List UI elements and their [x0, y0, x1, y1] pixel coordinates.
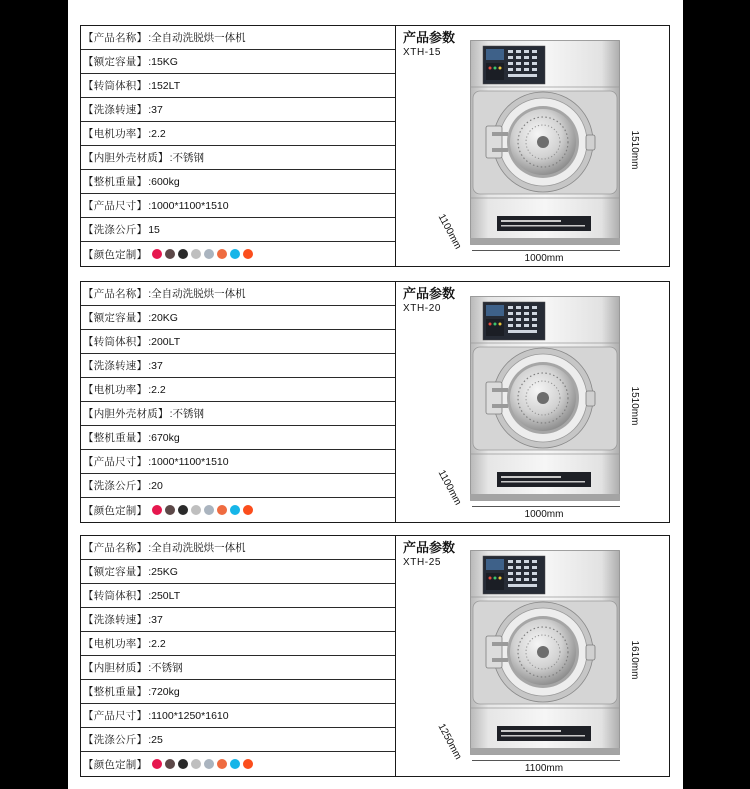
spec-row — [81, 450, 395, 474]
spec-value: :25 — [148, 733, 163, 746]
spec-label: 【产品名称】 — [83, 32, 148, 44]
color-label: 【颜色定制】 — [83, 504, 148, 517]
spec-table — [81, 26, 396, 266]
spec-row — [81, 170, 395, 194]
spec-value: :152LT — [148, 79, 181, 92]
spec-row — [81, 608, 395, 632]
spec-row — [81, 98, 395, 122]
spec-label: 【额定容量】 — [83, 566, 148, 578]
washer-machine-image — [470, 40, 620, 245]
washer-machine-image — [470, 550, 620, 755]
spec-label: 【整机重量】 — [83, 686, 148, 698]
washer-machine-image — [470, 296, 620, 501]
spec-value: :不锈钢 — [148, 662, 183, 674]
spec-label: 【洗涤公斤】 — [83, 224, 148, 236]
spec-row — [81, 282, 395, 306]
color-swatch — [230, 249, 240, 259]
spec-label: 【产品尺寸】 — [83, 200, 148, 212]
spec-table — [81, 282, 396, 522]
spec-label: 【电机功率】 — [83, 638, 148, 650]
spec-row — [81, 426, 395, 450]
color-swatch — [152, 249, 162, 259]
spec-label: 【产品名称】 — [83, 288, 148, 300]
spec-label: 【洗涤公斤】 — [83, 480, 148, 492]
product-panel-xth-25 — [80, 535, 670, 777]
color-swatch — [230, 759, 240, 769]
width-dimension-line — [472, 506, 620, 507]
spec-label: 【转筒体积】 — [83, 80, 148, 92]
spec-label: 【电机功率】 — [83, 384, 148, 396]
spec-value: :37 — [148, 359, 163, 372]
spec-value: :670kg — [148, 431, 180, 444]
spec-value: :全自动洗脱烘一体机 — [148, 32, 246, 44]
color-swatch — [204, 505, 214, 515]
spec-value: :600kg — [148, 175, 180, 188]
depth-dimension: 1100mm — [435, 468, 464, 508]
spec-value: :1100*1250*1610 — [148, 709, 229, 722]
depth-dimension: 1100mm — [435, 212, 464, 252]
color-swatch — [204, 249, 214, 259]
model-number: XTH-20 — [403, 303, 442, 314]
color-swatch — [243, 505, 253, 515]
color-swatch — [178, 505, 188, 515]
depth-dimension: 1250mm — [435, 722, 464, 762]
height-dimension: 1610mm — [629, 640, 640, 680]
spec-row — [81, 50, 395, 74]
color-swatch — [217, 249, 227, 259]
spec-label: 【电机功率】 — [83, 128, 148, 140]
height-dimension: 1510mm — [629, 130, 640, 170]
color-row — [81, 498, 395, 522]
spec-table — [81, 536, 396, 776]
spec-value: :2.2 — [148, 127, 166, 140]
spec-value: :2.2 — [148, 383, 166, 396]
color-swatch — [230, 505, 240, 515]
spec-row — [81, 194, 395, 218]
spec-row — [81, 306, 395, 330]
spec-label: 【产品尺寸】 — [83, 456, 148, 468]
spec-value: :2.2 — [148, 637, 166, 650]
spec-value: :200LT — [148, 335, 181, 348]
spec-label: 【转筒体积】 — [83, 590, 148, 602]
height-dimension: 1510mm — [629, 386, 640, 426]
product-panel-xth-20 — [80, 281, 670, 523]
spec-label: 【洗涤转速】 — [83, 614, 148, 626]
color-row — [81, 242, 395, 266]
spec-row — [81, 656, 395, 680]
params-title: 产品参数 — [403, 30, 456, 45]
color-swatch — [217, 759, 227, 769]
spec-value: :37 — [148, 103, 163, 116]
color-swatch — [204, 759, 214, 769]
color-swatch — [178, 249, 188, 259]
color-swatch — [165, 249, 175, 259]
spec-value: :不锈钢 — [169, 152, 205, 164]
spec-label: 【转筒体积】 — [83, 336, 148, 348]
spec-row — [81, 354, 395, 378]
width-dimension-line — [472, 760, 620, 761]
color-swatch — [165, 759, 175, 769]
spec-row — [81, 584, 395, 608]
spec-row — [81, 402, 395, 426]
color-swatch — [243, 759, 253, 769]
spec-label: 【产品尺寸】 — [83, 710, 148, 722]
width-dimension: 1100mm — [524, 763, 564, 774]
color-swatches — [152, 249, 253, 259]
spec-label: 【整机重量】 — [83, 432, 148, 444]
color-row — [81, 752, 395, 776]
spec-row — [81, 536, 395, 560]
spec-row — [81, 122, 395, 146]
color-swatch — [152, 759, 162, 769]
color-swatch — [191, 759, 201, 769]
spec-value: :全自动洗脱烘一体机 — [148, 542, 246, 554]
spec-value: :25KG — [148, 565, 178, 578]
spec-label: 【额定容量】 — [83, 56, 148, 68]
spec-value: :1000*1100*1510 — [148, 199, 229, 212]
spec-row — [81, 632, 395, 656]
spec-row — [81, 680, 395, 704]
spec-label: 【洗涤转速】 — [83, 360, 148, 372]
spec-value: :20 — [148, 479, 163, 492]
color-swatches — [152, 759, 253, 769]
params-title: 产品参数 — [403, 286, 456, 301]
spec-label: 【整机重量】 — [83, 176, 148, 188]
spec-label: 【内胆材质】 — [83, 662, 148, 674]
color-swatch — [191, 505, 201, 515]
spec-value: 15 — [148, 223, 160, 236]
spec-row — [81, 330, 395, 354]
model-number: XTH-15 — [403, 47, 442, 58]
color-swatch — [152, 505, 162, 515]
color-swatch — [178, 759, 188, 769]
product-panel-xth-15 — [80, 25, 670, 267]
spec-row — [81, 74, 395, 98]
color-swatch — [243, 249, 253, 259]
spec-label: 【额定容量】 — [83, 312, 148, 324]
color-swatch — [217, 505, 227, 515]
spec-value: :720kg — [148, 685, 180, 698]
spec-label: 【洗涤公斤】 — [83, 734, 148, 746]
spec-row — [81, 218, 395, 242]
spec-value: :1000*1100*1510 — [148, 455, 229, 468]
spec-value: :15KG — [148, 55, 178, 68]
spec-row — [81, 26, 395, 50]
color-label: 【颜色定制】 — [83, 248, 148, 261]
spec-row — [81, 728, 395, 752]
spec-row — [81, 146, 395, 170]
width-dimension: 1000mm — [524, 509, 564, 520]
spec-row — [81, 378, 395, 402]
model-number: XTH-25 — [403, 557, 442, 568]
spec-row — [81, 474, 395, 498]
color-swatch — [165, 505, 175, 515]
spec-value: :37 — [148, 613, 163, 626]
spec-row — [81, 704, 395, 728]
spec-value: :20KG — [148, 311, 178, 324]
spec-value: :不锈钢 — [169, 408, 205, 420]
spec-label: 【洗涤转速】 — [83, 104, 148, 116]
spec-label: 【内胆外壳材质】 — [83, 152, 169, 164]
color-swatches — [152, 505, 253, 515]
spec-value: :250LT — [148, 589, 181, 602]
spec-row — [81, 560, 395, 584]
spec-label: 【产品名称】 — [83, 542, 148, 554]
spec-label: 【内胆外壳材质】 — [83, 408, 169, 420]
params-title: 产品参数 — [403, 540, 456, 555]
spec-value: :全自动洗脱烘一体机 — [148, 288, 246, 300]
width-dimension-line — [472, 250, 620, 251]
color-label: 【颜色定制】 — [83, 758, 148, 771]
width-dimension: 1000mm — [524, 253, 564, 264]
color-swatch — [191, 249, 201, 259]
